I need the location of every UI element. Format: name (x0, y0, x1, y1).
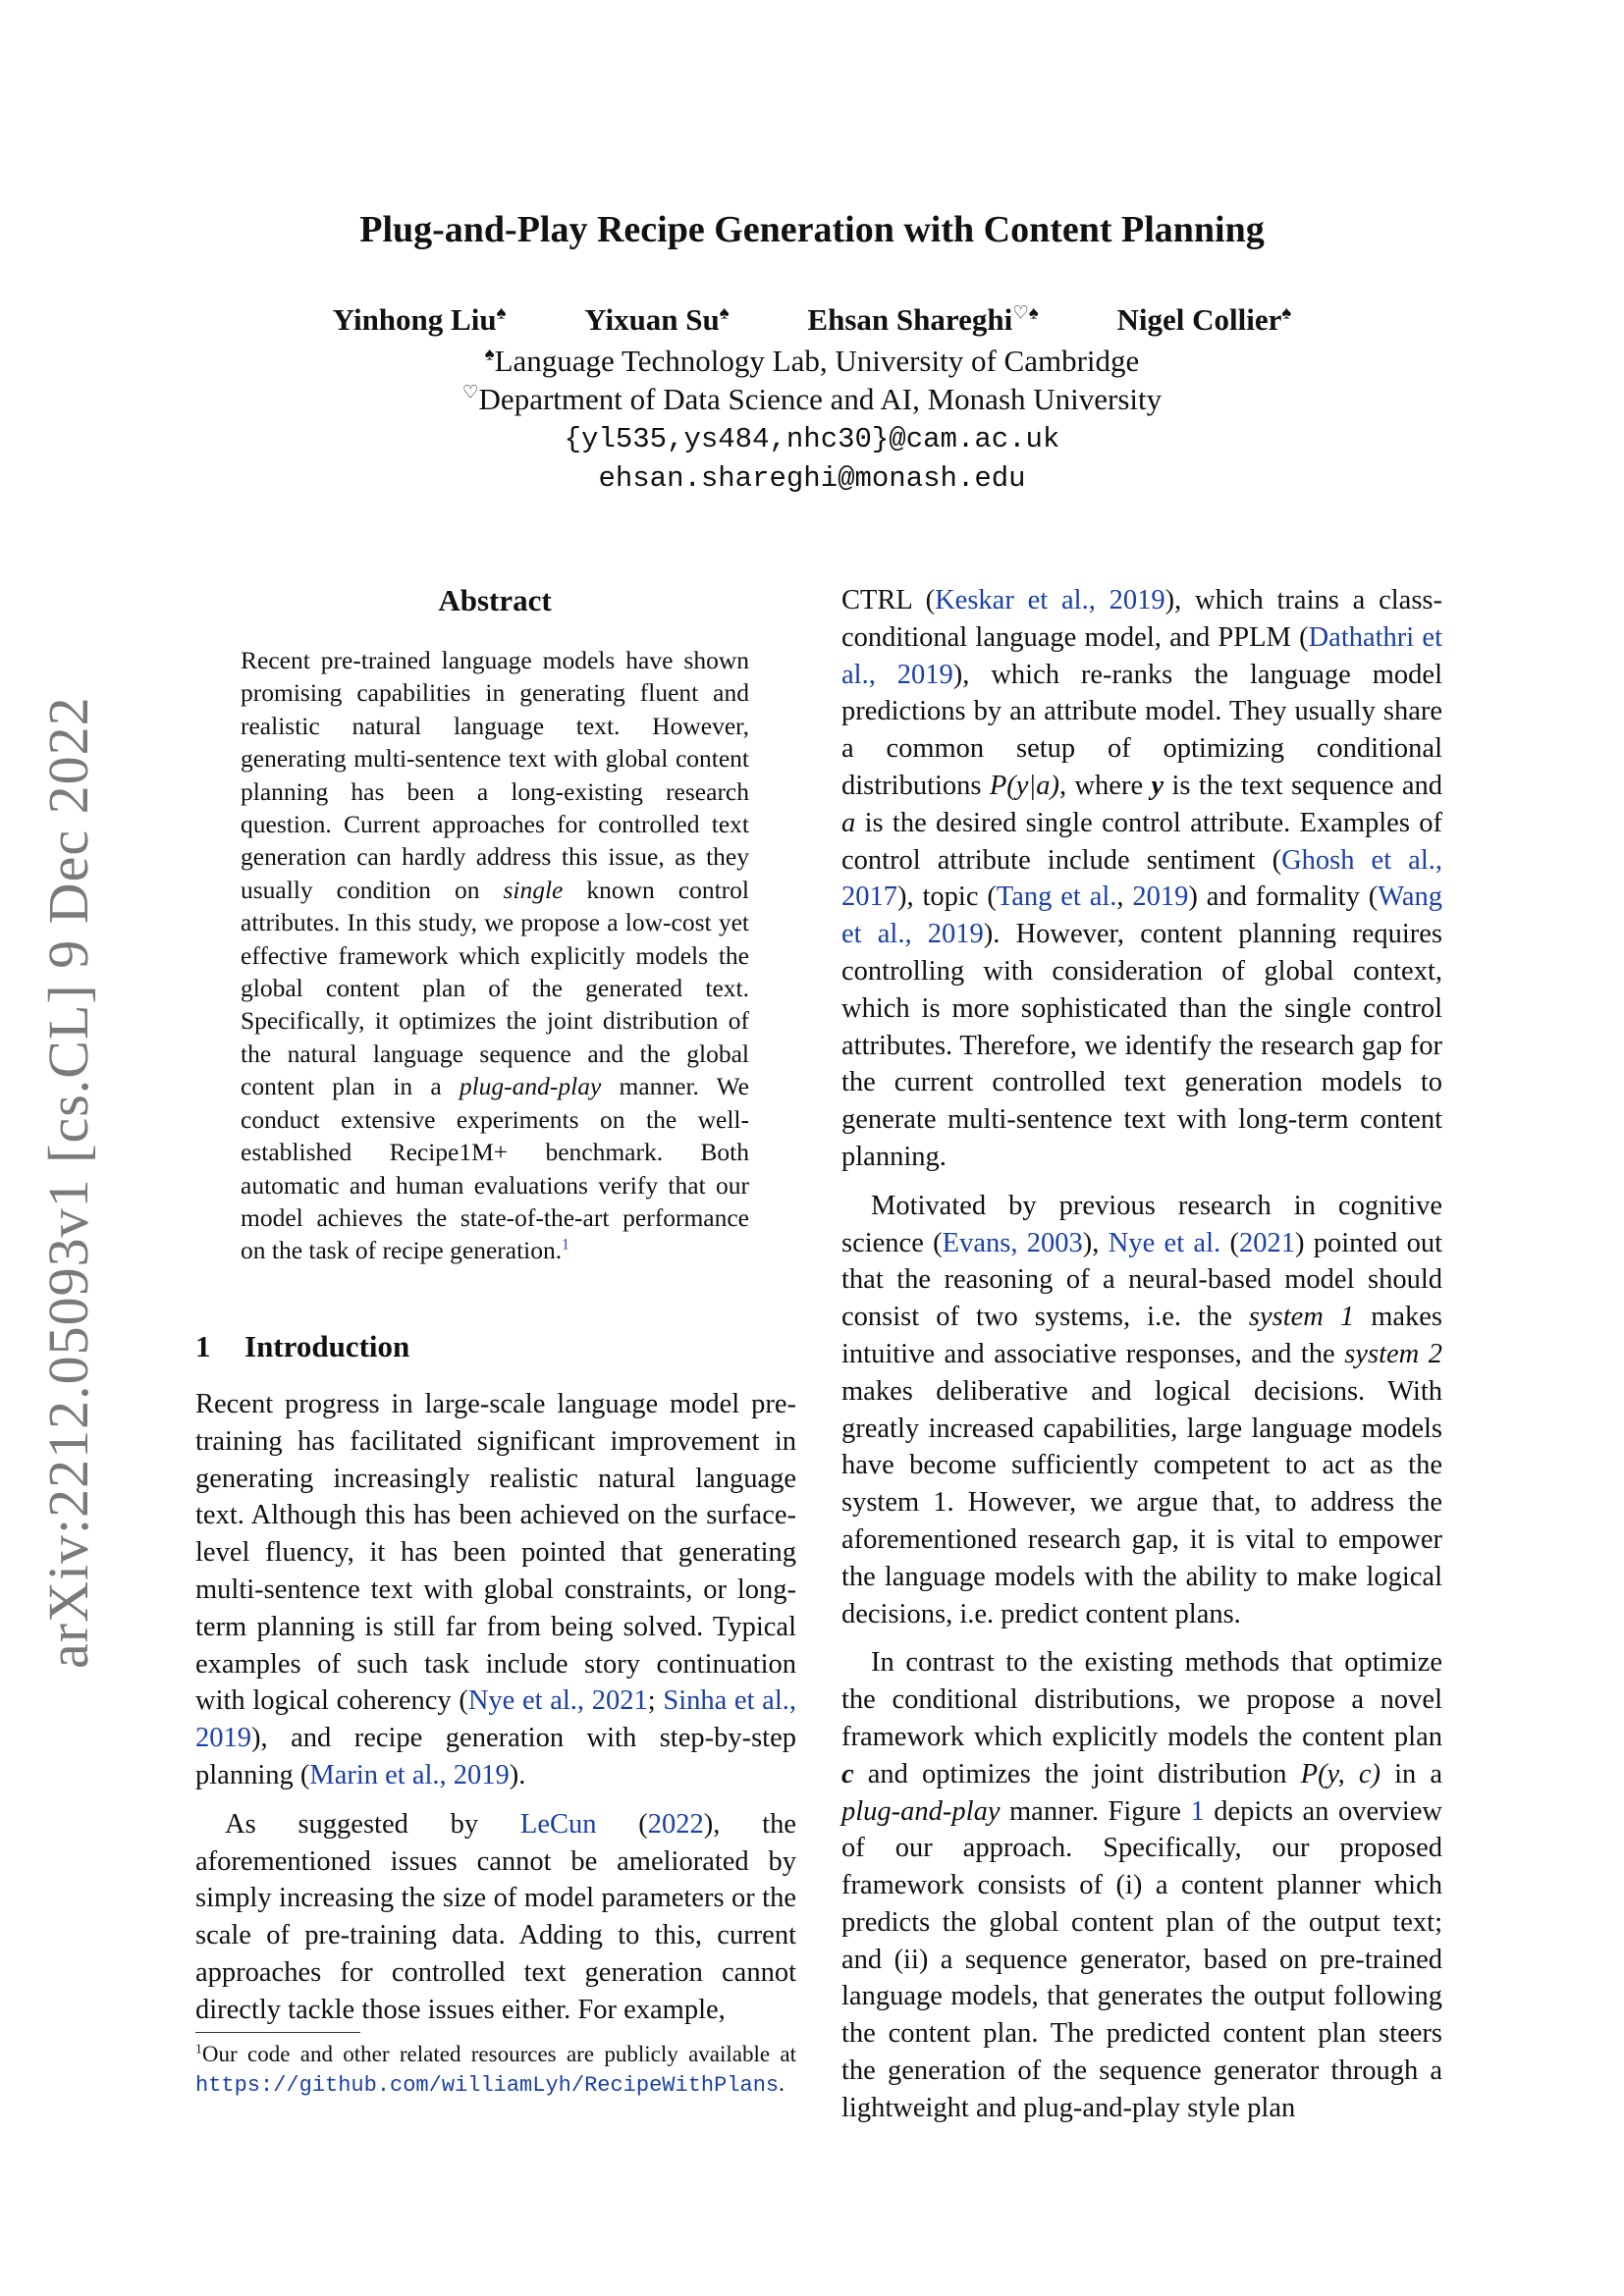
citation-link[interactable]: 2019 (1132, 881, 1189, 913)
citation-link[interactable]: Sinha et al., 2019 (195, 1685, 796, 1754)
author-2: Yixuan Su♠ (584, 302, 730, 337)
citation-link[interactable]: Dathathri et al., 2019 (841, 621, 1442, 690)
footnote: $^1$Our code and other related resources are publicly available at https://github.com/williamLyh/RecipeWithPlans. (195, 2041, 796, 2098)
affiliation-1: ♠Language Technology Lab, University of Cambridge (484, 344, 1140, 378)
intro-paragraph-1: Recent progress in large-scale language model pre-training has facilitated significant improvement in generating increasingly realistic natural language text. Although this has been achieved on the surface-level fluency, it has been pointed that generating multi-sentence text with global constraints, or long-term planning is still far from being solved. Typical examples of such task include story continuation with logical coherency (Nye et al., 2021; Sinha et al., 2019), and recipe generation with step-by-step planning (Marin et al., 2019). (195, 1389, 796, 1790)
right-column (841, 582, 1442, 2139)
citation-link[interactable]: LeCun (519, 1808, 597, 1840)
citation-link[interactable]: Marin et al., 2019 (309, 1759, 510, 1790)
footnote-ref[interactable]: 1 (562, 1236, 569, 1254)
email-monash: ehsan.shareghi@monash.edu (598, 462, 1026, 495)
section-heading-introduction: 1 Introduction (195, 1329, 410, 1363)
author-1: Yinhong Liu♠ (332, 302, 507, 337)
abstract-heading: Abstract (438, 583, 552, 617)
right-paragraph-2: Motivated by previous research in cognitive science (Evans, 2003), Nye et al. (2021) pointed out that the reasoning of a neural-based model should consist of two systems, i.e. the system 1 makes intuitive and associative responses, and the system 2 makes deliberative and logical decisions. With greatly increased capabilities, large language models have become sufficiently competent to act as the system 1. However, we argue that, to address the aforementioned research gap, it is vital to empower the language models with the ability to make logical decisions, i.e. predict content plans. (841, 1190, 1442, 1629)
math-expression: P(y, c) (1300, 1758, 1380, 1789)
citation-link[interactable]: Tang et al. (996, 881, 1117, 913)
left-column (195, 1386, 796, 2041)
intro-paragraph-2: As suggested by LeCun (2022), the aforementioned issues cannot be ameliorated by simply increasing the size of model parameters or the scale of pre-training data. Adding to this, current approaches for controlled text generation cannot directly tackle those issues either. For example, (195, 1808, 796, 2025)
math-expression: y (1151, 770, 1164, 801)
math-expression: P(y|a) (989, 770, 1059, 801)
arxiv-identifier: arXiv:2212.05093v1 [cs.CL] 9 Dec 2022 (36, 696, 100, 1669)
repository-link[interactable]: https://github.com/williamLyh/RecipeWithPlans (195, 2073, 780, 2098)
citation-link[interactable]: 2022 (647, 1808, 704, 1840)
citation-link[interactable]: Keskar et al., 2019 (935, 585, 1165, 615)
figure-reference-link[interactable]: 1 (1190, 1795, 1205, 1827)
citation-link[interactable]: Evans, 2003 (942, 1227, 1083, 1258)
email-cambridge: {yl535,ys484,nhc30}@cam.ac.uk (564, 423, 1060, 455)
math-expression: a (841, 807, 856, 838)
citation-link[interactable]: Wang et al., 2019 (841, 881, 1443, 950)
citation-link[interactable]: Ghosh et al., 2017 (841, 844, 1442, 913)
abstract-body: Recent pre-trained language models have shown promising capabilities in generating fluent and realistic natural language text. However, generating multi-sentence text with global content planning has been a long-existing research question. Current approaches for controlled text generation can hardly address this issue, as they usually condition on single known control attributes. In this study, we propose a low-cost yet effective framework which explicitly models the global content plan of the generated text. Specifically, it optimizes the joint distribution of the natural language sequence and the global content plan in a plug-and-play manner. We conduct extensive experiments on the well-established Recipe1M+ benchmark. Both automatic and human evaluations verify that our model achieves the state-of-the-art performance on the task of recipe generation.$^1$ (241, 646, 749, 1265)
math-expression: c (841, 1758, 854, 1789)
citation-link[interactable]: Nye et al. (1108, 1227, 1221, 1258)
author-4: Nigel Collier♠ (1116, 302, 1292, 337)
right-paragraph-1: CTRL (Keskar et al., 2019), which trains a class-conditional language model, and PPLM (Dathathri et al., 2019), which re-ranks the language model predictions by an attribute model. They usually share a common setup of optimizing conditional distributions P(y|a), where y is the text sequence and a is the desired single control attribute. Examples of control attribute include sentiment (Ghosh et al., 2017), topic (Tang et al., 2019) and formality (Wang et al., 2019). However, content planning requires controlling with consideration of global context, which is more sophisticated than the single control attributes. Therefore, we identify the research gap for the current controlled text generation models to generate multi-sentence text with long-term content planning. (841, 585, 1443, 1172)
author-3: Ehsan Shareghi♡♠ (807, 302, 1039, 337)
footnote-divider (195, 2032, 360, 2033)
citation-link[interactable]: Nye et al., 2021 (467, 1685, 648, 1717)
paper-title: Plug-and-Play Recipe Generation with Content Planning (359, 209, 1265, 250)
right-paragraph-3: In contrast to the existing methods that optimize the conditional distributions, we propose a novel framework which explicitly models the content plan c and optimizes the joint distribution P(y, c) in a plug-and-play manner. Figure 1 depicts an overview of our approach. Specifically, our proposed framework consists of (i) a content planner which predicts the global content plan of the output text; and (ii) a sequence generator, based on pre-trained language models, that generates the output following the content plan. The predicted content plan steers the generation of the sequence generator through a lightweight and plug-and-play style plan (841, 1647, 1442, 2123)
citation-link[interactable]: 2021 (1238, 1227, 1295, 1258)
author-list (0, 302, 1624, 338)
affiliation-2: ♡Department of Data Science and AI, Monash University (461, 382, 1163, 416)
